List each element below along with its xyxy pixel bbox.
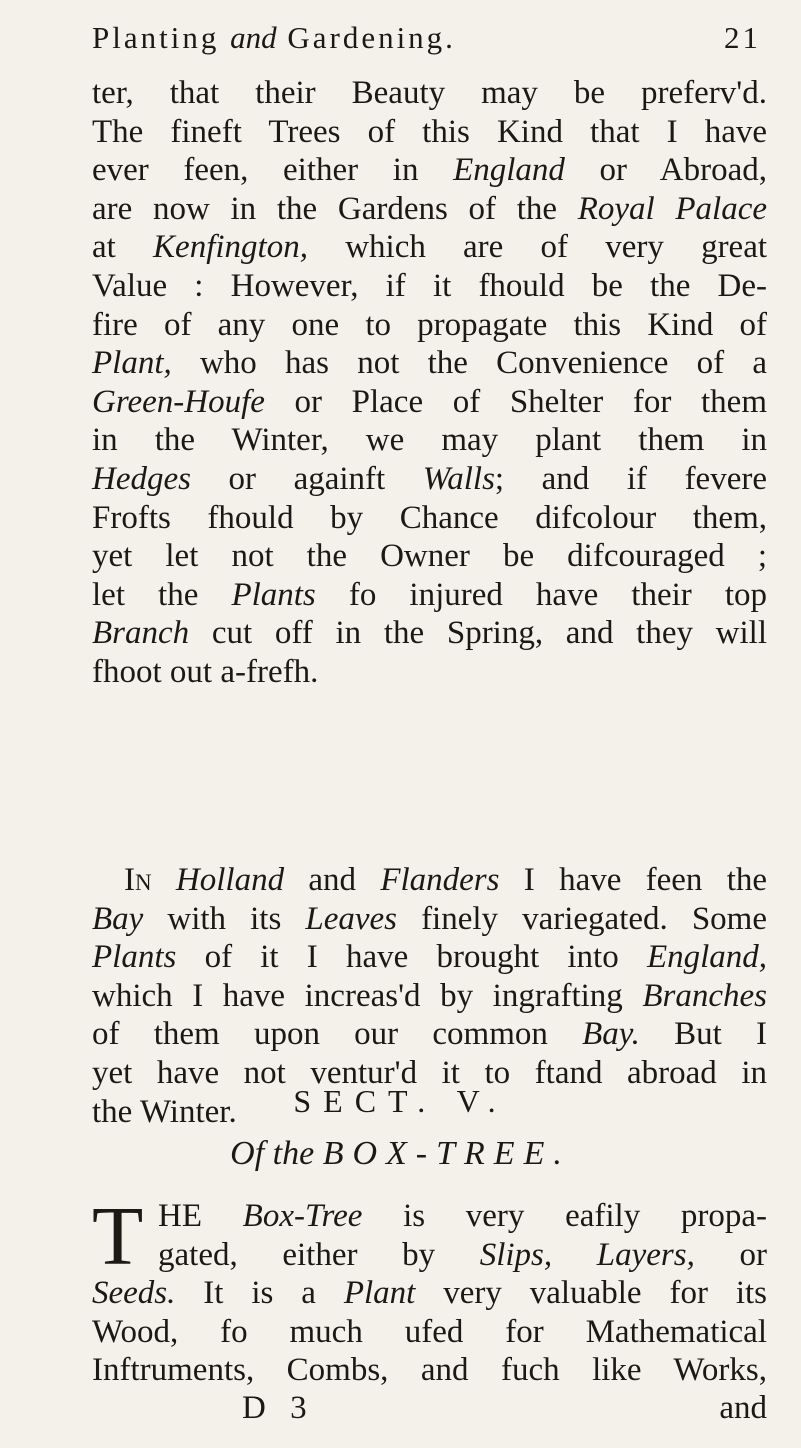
text-line: Plant, who has not the Convenience of a (92, 345, 767, 382)
section-heading: SECT. V. (293, 1083, 508, 1119)
page-number: 21 (724, 20, 761, 55)
text-line: Inftruments, Combs, and fuch like Works, (92, 1352, 767, 1389)
text-line: Hedges or againft Walls; and if fevere (92, 460, 767, 497)
text-line: The fineft Trees of this Kind that I have (92, 113, 767, 150)
text-line: Frofts fhould by Chance difcolour them, (92, 499, 767, 536)
paragraph-box-tree (92, 1190, 768, 1390)
text-line: Seeds. It is a Plant very valuable for its (92, 1275, 768, 1312)
text-line: yet have not ventur'd it to ftand abroad in (92, 1054, 767, 1091)
text-line: Green-Houfe or Place of Shelter for them (92, 383, 767, 420)
text-line: Branch cut off in the Spring, and they will (92, 615, 767, 652)
catchword: and (719, 1390, 767, 1426)
text-line: the Winter. (92, 1093, 237, 1130)
section-title: Of the BOX-TREE. (230, 1135, 571, 1172)
text-line: let the Plants fo injured have their top (92, 576, 767, 613)
running-head (92, 20, 761, 64)
paragraph-bay-continued (92, 74, 767, 692)
text-line: yet let not the Owner be difcouraged ; (92, 538, 767, 575)
drop-cap: T (92, 1190, 144, 1283)
text-line: Value : However, if it fhould be the De- (92, 267, 767, 304)
text-line: Plants of it I have brought into England, (92, 939, 768, 976)
text-line: fhoot out a-frefh. (92, 653, 319, 690)
signature-mark: D 3 (242, 1390, 315, 1426)
text-line: which I have increas'd by ingrafting Branches (92, 977, 768, 1014)
text-line: ever feen, either in England or Abroad, (92, 152, 768, 189)
text-line: HE Box-Tree is very eafily propa- (158, 1198, 767, 1234)
text-line: Bay with its Leaves finely variegated. Some (92, 900, 767, 937)
text-line: of them upon our common Bay. But I (92, 1016, 767, 1053)
text-line: in the Winter, we may plant them in (92, 422, 767, 459)
running-title: Planting and Gardening. (92, 20, 456, 55)
text-line: Wood, fo much ufed for Mathematical (92, 1313, 767, 1350)
text-line: In Holland and Flanders I have feen the (124, 862, 768, 898)
page-footer (92, 1390, 767, 1430)
text-line: gated, either by Slips, Layers, or (158, 1236, 767, 1273)
text-line: fire of any one to propagate this Kind of (92, 306, 767, 343)
text-line: ter, that their Beauty may be preferv'd. (92, 75, 767, 111)
text-line: are now in the Gardens of the Royal Palace (92, 190, 768, 227)
text-line: at Kenfington, which are of very great (92, 229, 768, 266)
